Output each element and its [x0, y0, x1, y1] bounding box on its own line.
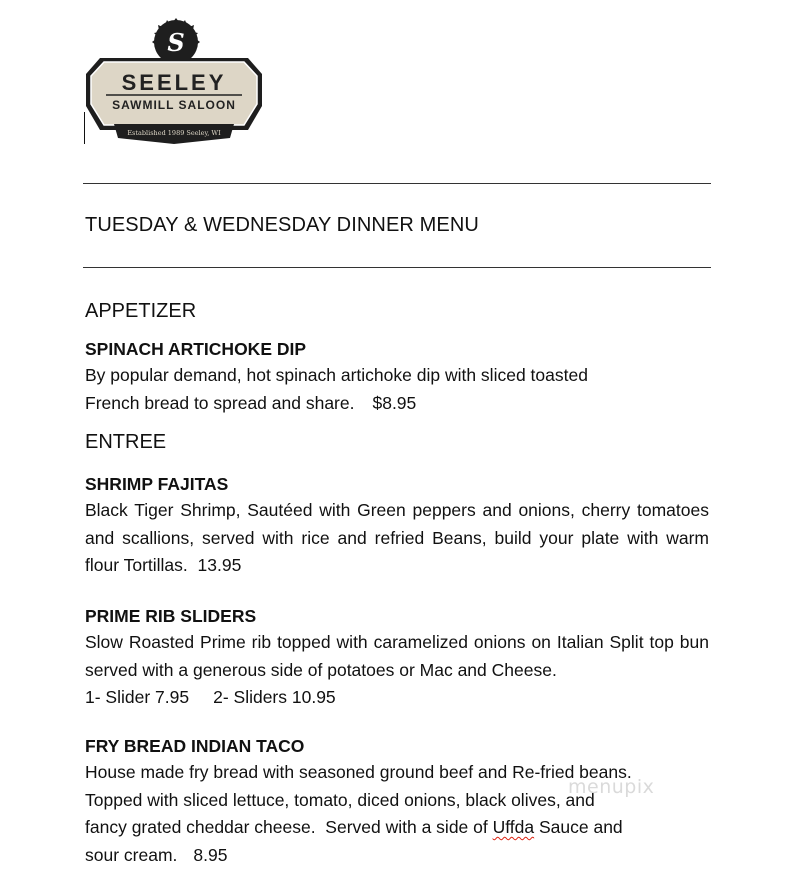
section-heading-appetizer: APPETIZER: [85, 300, 197, 322]
item-price: 8.95: [193, 844, 228, 865]
logo-name: SEELEY: [121, 70, 227, 95]
text-cursor: [84, 112, 85, 144]
menu-item-fry-bread-indian-taco: [85, 733, 709, 869]
watermark: menupix: [568, 776, 655, 798]
item-options: [85, 684, 709, 712]
saw-blade-icon: [152, 18, 200, 64]
item-description: House made fry bread with seasoned ground beef and Re-fried beans. Topped with sliced lettuce, tomato, diced onions, black olives, and fancy grated cheddar cheese. Served with a side of Uffda Sauce and sour cream. 8.95: [85, 762, 632, 865]
divider-top: [83, 183, 711, 184]
item-description: By popular demand, hot spinach artichoke dip with sliced toasted French bread to spread and share. $8.95: [85, 365, 588, 413]
item-price: 13.95: [197, 555, 242, 575]
divider-bottom: [83, 267, 711, 268]
item-option-2: 2- Sliders 10.95: [213, 687, 336, 707]
item-description: Slow Roasted Prime rib topped with caramelized onions on Italian Split top bun served with a generous side of potatoes or Mac and Cheese.: [85, 632, 709, 680]
item-description: Black Tiger Shrimp, Sautéed with Green peppers and onions, cherry tomatoes and scallions, served with rice and refried Beans, build your plate with warm flour Tortillas. 13.95: [85, 500, 709, 575]
menu-title: TUESDAY & WEDNESDAY DINNER MENU: [85, 214, 479, 236]
logo-initial: S: [167, 28, 185, 57]
item-name: PRIME RIB SLIDERS: [85, 606, 257, 626]
menu-item-prime-rib-sliders: [85, 603, 709, 712]
menu-item-spinach-artichoke-dip: [85, 336, 709, 417]
item-name: SHRIMP FAJITAS: [85, 474, 229, 494]
spellcheck-word: Uffda: [492, 817, 535, 837]
seeley-sawmill-saloon-logo: [84, 18, 264, 146]
item-name: FRY BREAD INDIAN TACO: [85, 736, 305, 756]
item-name: SPINACH ARTICHOKE DIP: [85, 339, 307, 359]
item-price: $8.95: [372, 392, 417, 413]
logo-established: Established 1989 Seeley, WI: [127, 129, 221, 137]
section-heading-entree: ENTREE: [85, 431, 167, 453]
item-option-1: 1- Slider 7.95: [85, 687, 190, 707]
menu-item-shrimp-fajitas: [85, 471, 709, 580]
logo-subtitle: SAWMILL SALOON: [112, 98, 236, 112]
